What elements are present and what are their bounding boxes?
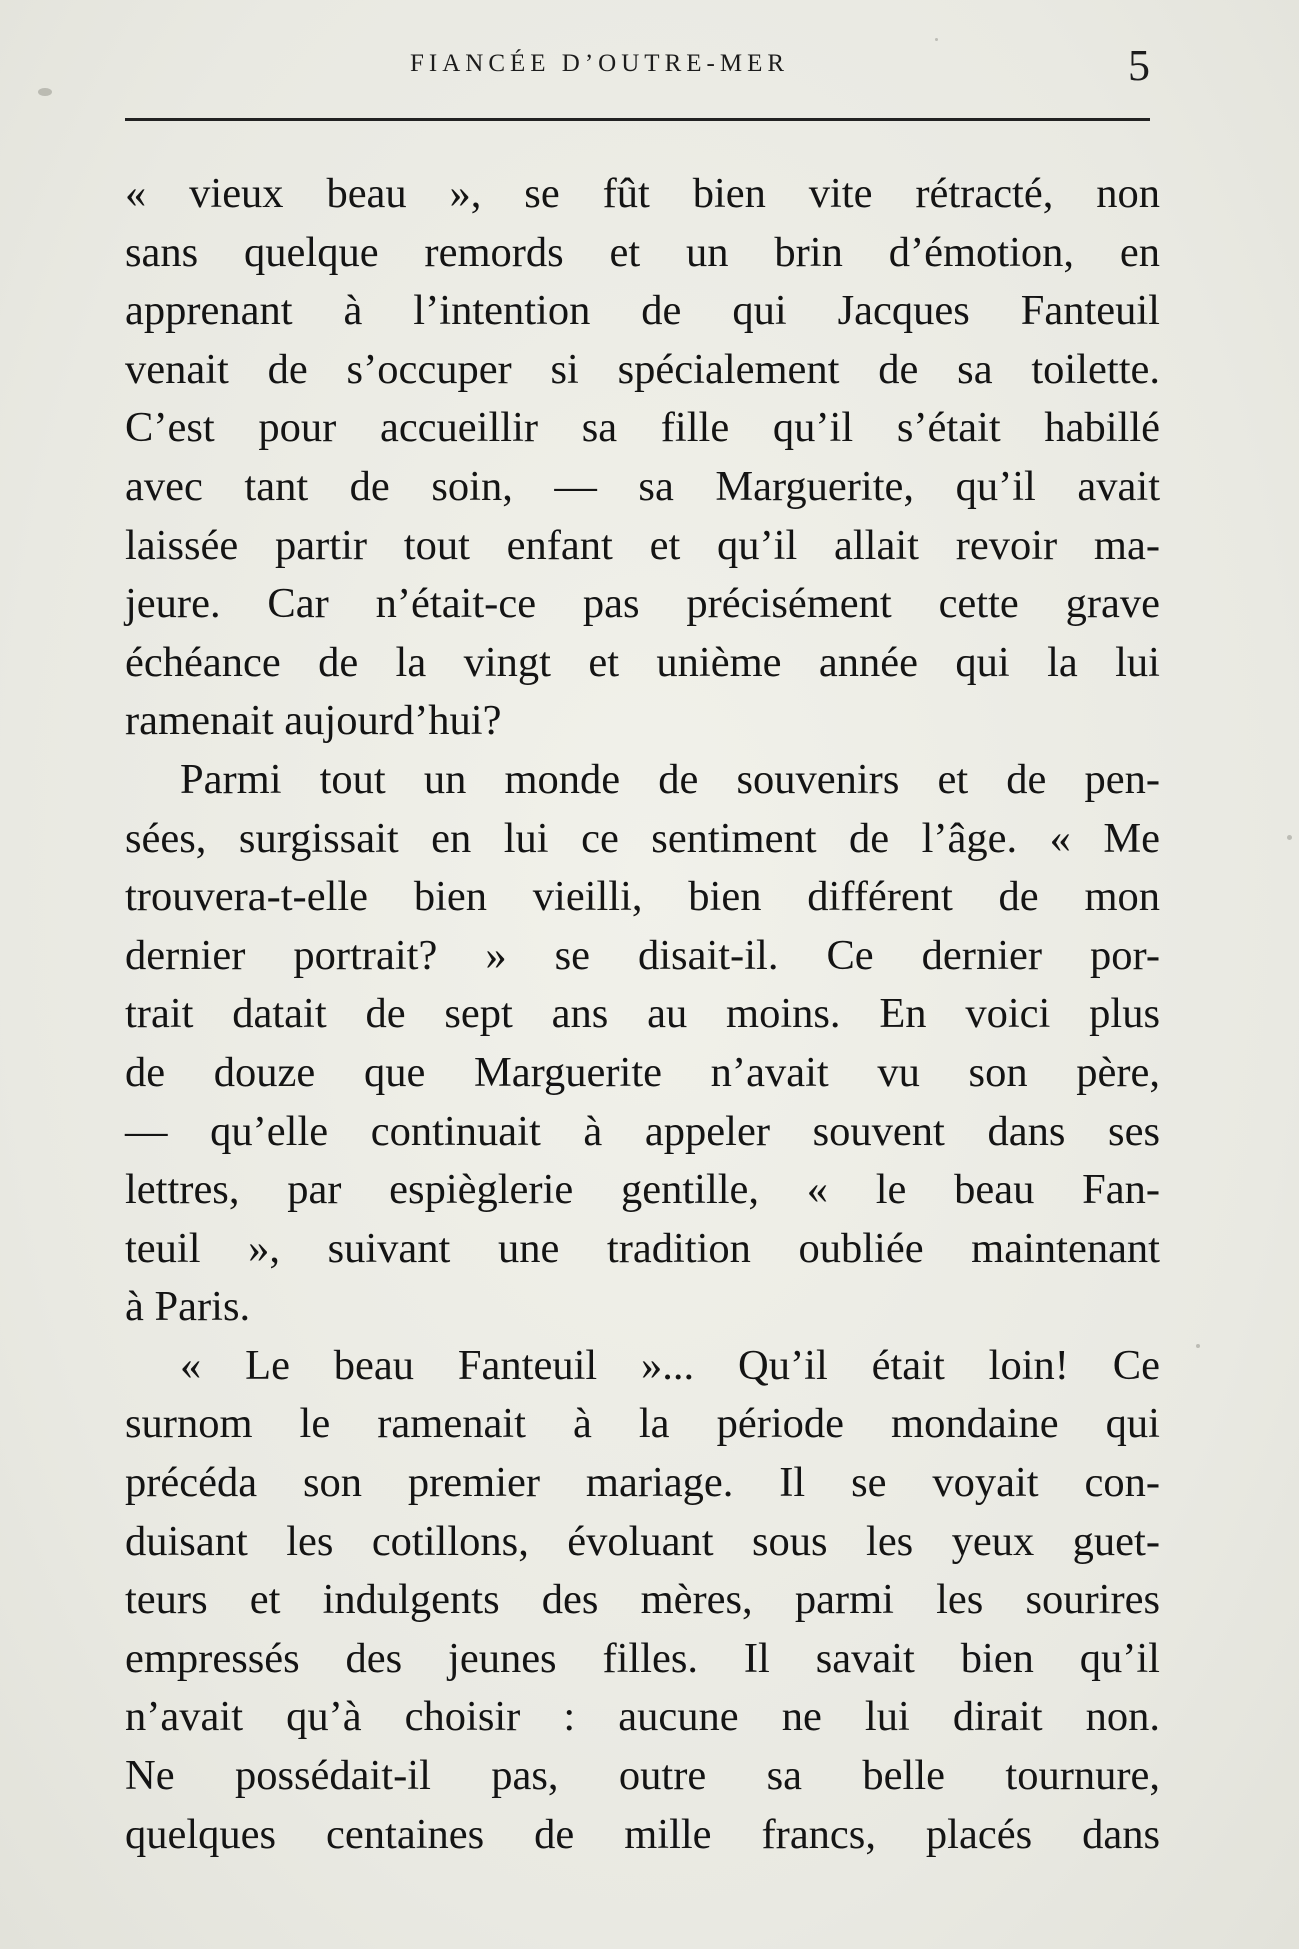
- page-header: [125, 41, 1150, 90]
- text-line: teuil », suivant une tradition oubliée maintenant: [125, 1224, 1160, 1272]
- text-line: précéda son premier mariage. Il se voyait con-: [125, 1459, 1160, 1507]
- text-line: empressés des jeunes filles. Il savait bien qu’il: [125, 1634, 1160, 1682]
- text-line: lettres, par espièglerie gentille, « le beau Fan-: [125, 1166, 1160, 1214]
- paper-speck: [935, 38, 938, 41]
- text-line: trait datait de sept ans au moins. En voici plus: [125, 990, 1160, 1038]
- text-line: avec tant de soin, — sa Marguerite, qu’il avait: [125, 462, 1160, 510]
- text-line: n’avait qu’à choisir : aucune ne lui dirait non.: [125, 1693, 1160, 1741]
- body-text: [125, 165, 1170, 1864]
- text-line: C’est pour accueillir sa fille qu’il s’était habillé: [125, 404, 1160, 452]
- text-line: sans quelque remords et un brin d’émotion, en: [125, 228, 1160, 276]
- text-line: venait de s’occuper si spécialement de sa toilette.: [125, 345, 1160, 393]
- text-line: ramenait aujourd’hui?: [125, 697, 502, 745]
- page-number: 5: [1128, 41, 1150, 90]
- text-line: — qu’elle continuait à appeler souvent dans ses: [125, 1107, 1160, 1155]
- text-line: dernier portrait? » se disait-il. Ce dernier por-: [125, 931, 1160, 979]
- text-line: échéance de la vingt et unième année qui la lui: [125, 638, 1160, 686]
- text-line: duisant les cotillons, évoluant sous les yeux guet-: [125, 1517, 1160, 1565]
- text-line: jeure. Car n’était-ce pas précisément cette grave: [125, 580, 1160, 628]
- header-rule: [125, 118, 1150, 121]
- text-line: quelques centaines de mille francs, placés dans: [125, 1810, 1160, 1858]
- text-line: trouvera-t-elle bien vieilli, bien différent de mon: [125, 873, 1160, 921]
- text-line: apprenant à l’intention de qui Jacques Fanteuil: [125, 287, 1160, 335]
- paper-speck: [1287, 835, 1292, 840]
- running-title: FIANCÉE D’OUTRE-MER: [410, 50, 790, 77]
- text-line: sées, surgissait en lui ce sentiment de l’âge. « Me: [125, 814, 1160, 862]
- text-line: teurs et indulgents des mères, parmi les sourires: [125, 1576, 1160, 1624]
- text-line: surnom le ramenait à la période mondaine qui: [125, 1400, 1160, 1448]
- text-line: à Paris.: [125, 1283, 251, 1331]
- paper-speck: [38, 88, 52, 96]
- text-line: « vieux beau », se fût bien vite rétracté, non: [125, 170, 1160, 217]
- text-line: « Le beau Fanteuil »... Qu’il était loin! Ce: [180, 1341, 1160, 1389]
- paper-speck: [1196, 1344, 1200, 1348]
- text-line: Ne possédait-il pas, outre sa belle tournure,: [125, 1752, 1160, 1800]
- text-line: de douze que Marguerite n’avait vu son père,: [125, 1048, 1160, 1096]
- text-line: Parmi tout un monde de souvenirs et de pen-: [180, 755, 1160, 803]
- text-line: laissée partir tout enfant et qu’il allait revoir ma-: [125, 521, 1160, 569]
